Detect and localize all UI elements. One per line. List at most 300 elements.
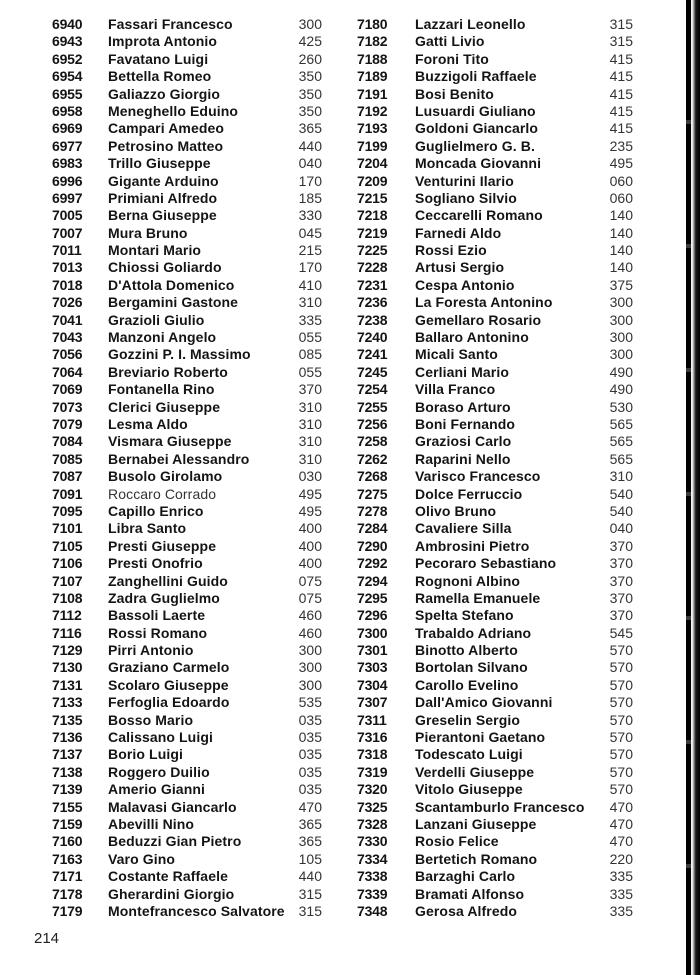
entry-number: 7238 [357, 311, 388, 328]
entry-name: Barzaghi Carlo [415, 868, 516, 885]
entry-number: 7258 [357, 433, 388, 450]
list-item [52, 642, 324, 659]
list-item [357, 120, 637, 137]
list-item [52, 868, 324, 885]
entry-name: Moncada Giovanni [415, 155, 542, 172]
entry-number: 7041 [52, 311, 83, 328]
entry-value: 140 [609, 207, 633, 224]
entry-name: Libra Santo [108, 520, 187, 537]
list-item [357, 312, 637, 329]
entry-name: Berna Giuseppe [108, 207, 217, 224]
list-item [357, 190, 637, 207]
entry-number: 7219 [357, 224, 388, 241]
entry-number: 6955 [52, 85, 83, 102]
entry-name: Lanzani Giuseppe [415, 815, 537, 832]
entry-value: 055 [298, 329, 322, 346]
entry-name: Binotto Alberto [415, 642, 518, 659]
entry-number: 7138 [52, 763, 83, 780]
entry-number: 7073 [52, 398, 83, 415]
entry-name: Ceccarelli Romano [415, 207, 543, 224]
entry-value: 105 [298, 850, 322, 867]
entry-name: Guglielmero G. B. [415, 137, 535, 154]
entry-name: Gatti Livio [415, 33, 485, 50]
list-item [357, 799, 637, 816]
entry-number: 7339 [357, 885, 388, 902]
list-item [52, 729, 324, 746]
entry-name: Primiani Alfredo [108, 189, 218, 206]
entry-number: 6997 [52, 189, 83, 206]
entry-name: Fontanella Rino [108, 381, 215, 398]
list-item [52, 625, 324, 642]
entry-name: Chiossi Goliardo [108, 259, 222, 276]
entry-name: Verdelli Giuseppe [415, 763, 535, 780]
entry-value: 570 [609, 659, 633, 676]
entry-value: 235 [609, 137, 633, 154]
entry-number: 7108 [52, 589, 83, 606]
entry-value: 260 [298, 50, 322, 67]
entry-value: 300 [298, 676, 322, 693]
list-item [52, 381, 324, 398]
entry-number: 7087 [52, 468, 83, 485]
list-item [357, 886, 637, 903]
entry-name: Beduzzi Gian Pietro [108, 833, 242, 850]
entry-number: 6958 [52, 102, 83, 119]
entry-number: 7334 [357, 850, 388, 867]
entry-number: 7296 [357, 607, 388, 624]
list-item [357, 242, 637, 259]
list-item [52, 607, 324, 624]
entry-value: 410 [298, 276, 322, 293]
entry-number: 7262 [357, 450, 388, 467]
entry-value: 170 [298, 172, 322, 189]
list-item [357, 416, 637, 433]
entry-name: Borio Luigi [108, 746, 183, 763]
entry-name: Bassoli Laerte [108, 607, 206, 624]
entry-value: 140 [609, 259, 633, 276]
list-item [357, 277, 637, 294]
entry-value: 470 [609, 833, 633, 850]
entry-value: 415 [609, 120, 633, 137]
entry-number: 7180 [357, 16, 388, 32]
entry-name: Spelta Stefano [415, 607, 514, 624]
entry-number: 7069 [52, 381, 83, 398]
list-item [357, 746, 637, 763]
entry-value: 565 [609, 450, 633, 467]
entry-name: La Foresta Antonino [415, 294, 553, 311]
list-item [357, 868, 637, 885]
entry-number: 7135 [52, 711, 83, 728]
entry-value: 335 [298, 311, 322, 328]
entry-name: Rossi Romano [108, 624, 208, 641]
list-item [52, 694, 324, 711]
entry-value: 570 [609, 694, 633, 711]
entry-value: 370 [609, 572, 633, 589]
entry-value: 530 [609, 398, 633, 415]
entry-name: Bertetich Romano [415, 850, 538, 867]
entry-name: Scolaro Giuseppe [108, 676, 229, 693]
entry-number: 7318 [357, 746, 388, 763]
entry-name: Calissano Luigi [108, 729, 213, 746]
entry-number: 7018 [52, 276, 83, 293]
entry-value: 400 [298, 520, 322, 537]
list-item [357, 555, 637, 572]
entry-value: 415 [609, 68, 633, 85]
entry-value: 570 [609, 642, 633, 659]
entry-number: 7231 [357, 276, 388, 293]
entry-name: Raparini Nello [415, 450, 511, 467]
list-item [357, 259, 637, 276]
list-item [357, 33, 637, 50]
list-item [357, 642, 637, 659]
entry-number: 7204 [357, 155, 388, 172]
entry-value: 370 [609, 589, 633, 606]
entry-number: 7193 [357, 120, 388, 137]
entry-value: 540 [609, 502, 633, 519]
entry-number: 7311 [357, 711, 387, 728]
list-item [52, 294, 324, 311]
entry-number: 7189 [357, 68, 388, 85]
list-item [52, 746, 324, 763]
list-item [52, 242, 324, 259]
list-item [52, 555, 324, 572]
list-item [52, 659, 324, 676]
list-item [52, 416, 324, 433]
entry-number: 7328 [357, 815, 388, 832]
entry-value: 045 [298, 224, 322, 241]
left-column [52, 16, 324, 920]
entry-value: 490 [609, 381, 633, 398]
list-item [357, 364, 637, 381]
list-item [52, 86, 324, 103]
entry-number: 6954 [52, 68, 83, 85]
list-item [357, 833, 637, 850]
list-item [357, 851, 637, 868]
list-item [357, 538, 637, 555]
entry-name: Ferfoglia Edoardo [108, 694, 230, 711]
entry-number: 7245 [357, 363, 388, 380]
entry-number: 7316 [357, 729, 388, 746]
entry-value: 310 [298, 433, 322, 450]
list-item [52, 451, 324, 468]
entry-name: Presti Onofrio [108, 555, 203, 572]
list-item [357, 712, 637, 729]
list-item [52, 399, 324, 416]
list-item [357, 625, 637, 642]
entry-number: 7199 [357, 137, 388, 154]
entry-name: Gigante Arduino [108, 172, 219, 189]
entry-name: Roggero Duilio [108, 763, 210, 780]
entry-number: 7301 [357, 642, 388, 659]
entry-value: 415 [609, 85, 633, 102]
list-item [357, 520, 637, 537]
list-item [357, 451, 637, 468]
list-item [357, 573, 637, 590]
entry-number: 6977 [52, 137, 83, 154]
entry-number: 7307 [357, 694, 388, 711]
list-item [52, 259, 324, 276]
list-item [52, 207, 324, 224]
entry-name: Montari Mario [108, 242, 202, 259]
entry-value: 140 [609, 224, 633, 241]
entry-name: Dall'Amico Giovanni [415, 694, 553, 711]
entry-value: 335 [609, 902, 633, 919]
entry-name: Scantamburlo Francesco [415, 798, 585, 815]
entry-number: 7278 [357, 502, 388, 519]
entry-name: Lusuardi Giuliano [415, 102, 536, 119]
entry-value: 370 [298, 381, 322, 398]
list-item [357, 399, 637, 416]
list-item [357, 607, 637, 624]
list-item [357, 16, 637, 33]
list-item [52, 712, 324, 729]
right-column [357, 16, 637, 920]
entry-value: 535 [298, 694, 322, 711]
entry-name: Micali Santo [415, 346, 498, 363]
entry-number: 7133 [52, 694, 83, 711]
list-item [52, 190, 324, 207]
entry-value: 565 [609, 433, 633, 450]
entry-name: Graziosi Carlo [415, 433, 512, 450]
entry-value: 075 [298, 572, 322, 589]
entry-value: 315 [609, 16, 633, 32]
entry-number: 7155 [52, 798, 83, 815]
list-item [52, 538, 324, 555]
entry-name: Galiazzo Giorgio [108, 85, 221, 102]
entry-name: Trabaldo Adriano [415, 624, 532, 641]
entry-value: 035 [298, 763, 322, 780]
entry-name: Rosio Felice [415, 833, 499, 850]
entry-number: 6952 [52, 50, 83, 67]
entry-value: 540 [609, 485, 633, 502]
entry-value: 075 [298, 589, 322, 606]
entry-name: Bernabei Alessandro [108, 450, 250, 467]
entry-number: 7300 [357, 624, 388, 641]
entry-value: 570 [609, 781, 633, 798]
entry-value: 440 [298, 868, 322, 885]
list-item [52, 833, 324, 850]
list-item [52, 903, 324, 920]
entry-number: 7129 [52, 642, 83, 659]
entry-number: 7348 [357, 902, 388, 919]
entry-value: 400 [298, 555, 322, 572]
entry-value: 315 [298, 902, 322, 919]
entry-value: 300 [609, 294, 633, 311]
entry-name: Gemellaro Rosario [415, 311, 542, 328]
entry-name: Boni Fernando [415, 415, 516, 432]
list-item [52, 781, 324, 798]
entry-name: Zadra Guglielmo [108, 589, 220, 606]
entry-value: 570 [609, 711, 633, 728]
entry-name: Vitolo Giuseppe [415, 781, 523, 798]
list-item [52, 851, 324, 868]
entry-value: 400 [298, 537, 322, 554]
list-item [52, 329, 324, 346]
entry-number: 7007 [52, 224, 83, 241]
entry-name: Bramati Alfonso [415, 885, 525, 902]
entry-value: 220 [609, 850, 633, 867]
entry-number: 7013 [52, 259, 83, 276]
entry-value: 330 [298, 207, 322, 224]
entry-number: 7131 [52, 676, 83, 693]
entry-name: Artusi Sergio [415, 259, 505, 276]
entry-name: Varo Gino [108, 850, 176, 867]
list-item [357, 468, 637, 485]
entry-value: 370 [609, 607, 633, 624]
entry-value: 315 [298, 885, 322, 902]
entry-number: 7182 [357, 33, 388, 50]
entry-number: 7218 [357, 207, 388, 224]
entry-name: D'Attola Domenico [108, 276, 235, 293]
list-item [357, 659, 637, 676]
entry-number: 7325 [357, 798, 388, 815]
entry-name: Cespa Antonio [415, 276, 515, 293]
entry-name: Bettella Romeo [108, 68, 212, 85]
entry-name: Improta Antonio [108, 33, 218, 50]
list-item [52, 764, 324, 781]
entry-name: Farnedi Aldo [415, 224, 502, 241]
entry-name: Favatano Luigi [108, 50, 209, 67]
page-number: 214 [34, 930, 60, 947]
entry-number: 7112 [52, 607, 82, 624]
entry-number: 7303 [357, 659, 388, 676]
entry-number: 7056 [52, 346, 83, 363]
list-item [52, 677, 324, 694]
entry-number: 6940 [52, 16, 83, 32]
list-item [52, 173, 324, 190]
list-item [357, 590, 637, 607]
entry-value: 470 [609, 798, 633, 815]
entry-number: 6996 [52, 172, 83, 189]
list-item [357, 155, 637, 172]
entry-value: 310 [298, 450, 322, 467]
entry-value: 570 [609, 763, 633, 780]
list-item [357, 764, 637, 781]
entry-name: Cavaliere Silla [415, 520, 512, 537]
entry-value: 350 [298, 102, 322, 119]
entry-number: 7163 [52, 850, 83, 867]
list-item [52, 138, 324, 155]
entry-number: 7255 [357, 398, 388, 415]
entry-number: 7319 [357, 763, 388, 780]
entry-number: 7256 [357, 415, 388, 432]
entry-value: 300 [298, 642, 322, 659]
entry-name: Lesma Aldo [108, 415, 188, 432]
entry-name: Graziano Carmelo [108, 659, 230, 676]
entry-number: 6969 [52, 120, 83, 137]
entry-value: 055 [298, 363, 322, 380]
entry-value: 315 [609, 33, 633, 50]
list-item [52, 155, 324, 172]
entry-value: 035 [298, 711, 322, 728]
entry-number: 7209 [357, 172, 388, 189]
entry-name: Boraso Arturo [415, 398, 511, 415]
list-item [52, 225, 324, 242]
entry-value: 370 [609, 537, 633, 554]
entry-value: 170 [298, 259, 322, 276]
entry-number: 7228 [357, 259, 388, 276]
entry-name: Busolo Girolamo [108, 468, 223, 485]
entry-number: 7192 [357, 102, 388, 119]
entry-name: Bortolan Silvano [415, 659, 528, 676]
entry-name: Buzzigoli Raffaele [415, 68, 537, 85]
entry-value: 365 [298, 815, 322, 832]
entry-name: Montefrancesco Salvatore [108, 902, 285, 919]
entry-number: 7338 [357, 868, 388, 885]
list-item [52, 886, 324, 903]
entry-number: 7171 [52, 868, 83, 885]
list-item [52, 590, 324, 607]
list-item [52, 468, 324, 485]
list-item [357, 225, 637, 242]
entry-name: Malavasi Giancarlo [108, 798, 237, 815]
entry-name: Ambrosini Pietro [415, 537, 530, 554]
entry-name: Zanghellini Guido [108, 572, 228, 589]
entry-name: Ramella Emanuele [415, 589, 541, 606]
entry-value: 335 [609, 885, 633, 902]
entry-name: Petrosino Matteo [108, 137, 224, 154]
list-item [52, 16, 324, 33]
entry-value: 185 [298, 189, 322, 206]
entry-value: 415 [609, 50, 633, 67]
entry-number: 7106 [52, 555, 83, 572]
entry-value: 035 [298, 781, 322, 798]
entry-name: Abevilli Nino [108, 815, 195, 832]
entry-name: Carollo Evelino [415, 676, 519, 693]
entry-number: 7011 [52, 242, 82, 259]
entry-number: 7178 [52, 885, 83, 902]
entry-value: 495 [298, 502, 322, 519]
list-item [357, 381, 637, 398]
list-item [357, 433, 637, 450]
list-item [357, 781, 637, 798]
entry-number: 7268 [357, 468, 388, 485]
entry-name: Clerici Giuseppe [108, 398, 221, 415]
entry-number: 7137 [52, 746, 83, 763]
entry-value: 300 [298, 659, 322, 676]
entry-name: Bergamini Gastone [108, 294, 239, 311]
entry-number: 7105 [52, 537, 83, 554]
entry-value: 470 [609, 815, 633, 832]
entry-name: Varisco Francesco [415, 468, 541, 485]
entry-number: 7188 [357, 50, 388, 67]
entry-value: 350 [298, 68, 322, 85]
entry-value: 140 [609, 242, 633, 259]
entry-name: Roccaro Corrado [108, 485, 217, 502]
entry-value: 460 [298, 624, 322, 641]
entry-value: 035 [298, 746, 322, 763]
entry-value: 085 [298, 346, 322, 363]
entry-name: Villa Franco [415, 381, 496, 398]
entry-name: Cerliani Mario [415, 363, 509, 380]
entry-name: Capillo Enrico [108, 502, 204, 519]
entry-value: 035 [298, 729, 322, 746]
entry-value: 300 [298, 16, 322, 32]
entry-number: 7136 [52, 729, 83, 746]
entry-number: 7139 [52, 781, 83, 798]
entry-value: 060 [609, 172, 633, 189]
entry-name: Greselin Sergio [415, 711, 520, 728]
entry-value: 570 [609, 746, 633, 763]
list-item [357, 207, 637, 224]
list-item [52, 277, 324, 294]
list-item [52, 120, 324, 137]
entry-number: 7179 [52, 902, 83, 919]
entry-number: 7240 [357, 329, 388, 346]
entry-value: 565 [609, 415, 633, 432]
entry-number: 7107 [52, 572, 83, 589]
entry-value: 300 [609, 329, 633, 346]
entry-name: Campari Amedeo [108, 120, 225, 137]
